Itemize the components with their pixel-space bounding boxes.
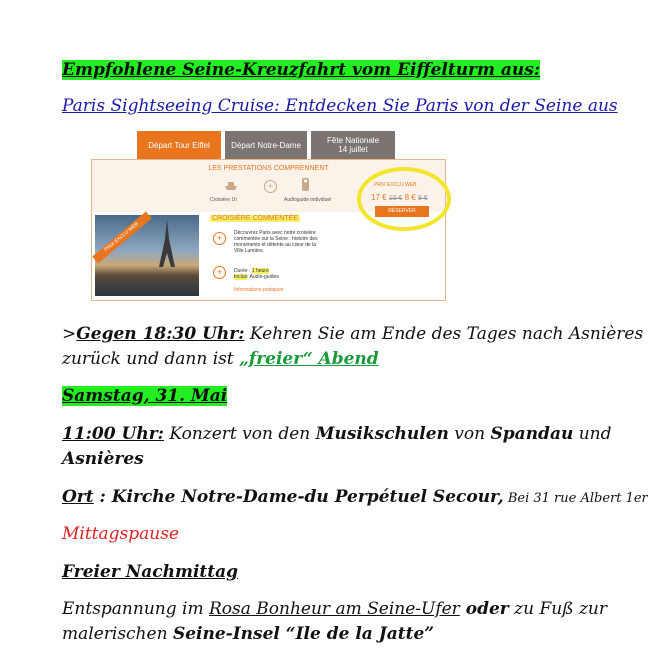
reserve-button[interactable]: RÉSERVER [375, 206, 429, 217]
icon-label-croisiere: Croisière 1h [210, 197, 237, 203]
evening-time: Gegen 18:30 Uhr: [76, 324, 245, 344]
prices [371, 193, 428, 202]
eiffel-photo [95, 215, 199, 296]
location-church: : Kirche Notre-Dame-du Perpétuel Secour, [93, 487, 504, 507]
afternoon-line2a: malerischen [62, 624, 173, 644]
icon-label-audioguide: Audioguide individuel [284, 197, 332, 203]
location-label: Ort [62, 487, 94, 507]
arrow-prefix: > [62, 324, 77, 344]
afternoon-text1: Entspannung im [62, 599, 209, 619]
concert-text2: von [448, 424, 491, 444]
plus-icon-desc: + [213, 232, 226, 245]
croisiere-title: CROISIÈRE COMMENTÉE [212, 215, 298, 222]
price-old: 19 € [388, 195, 403, 202]
free-afternoon-heading: Freier Nachmittag [62, 562, 239, 582]
price-child: 8 € [404, 193, 416, 202]
tab-depart-notre-dame[interactable]: Départ Notre-Dame [225, 131, 307, 159]
tab-fete-nationale-label: Fête Nationale 14 juillet [326, 136, 380, 154]
heading-text: Empfohlene Seine-Kreuzfahrt vom Eiffelturm aus: [62, 60, 541, 80]
plus-icon-duration: + [213, 266, 226, 279]
evening-paragraph [62, 323, 643, 345]
eiffel-tower-icon [157, 219, 177, 269]
evening-text-line2: zurück und dann ist [62, 349, 240, 369]
concert-spandau: Spandau [490, 424, 574, 444]
info-link[interactable]: Informations pratiques [234, 287, 284, 293]
date-text: Samstag, 31. Mai [62, 386, 228, 406]
cruise-widget [91, 131, 446, 301]
concert-text3: und [573, 424, 612, 444]
panel-title: LES PRESTATIONS COMPRENNENT [208, 165, 329, 172]
photo-ribbon: PRIX EXCLU WEB [92, 212, 151, 264]
free-evening-link[interactable]: „freier“ Abend [239, 349, 379, 369]
concert-paragraph [62, 423, 612, 445]
plus-icon: + [264, 180, 277, 193]
location-paragraph [62, 486, 648, 510]
tab-fete-nationale[interactable] [311, 131, 395, 159]
cruise-description: Découvrez Paris avec notre croisière commentée sur la Seine : histoire des monuments et détente au cœur de la Ville Lumière. [234, 230, 318, 254]
page-heading [62, 59, 540, 81]
concert-text1: Konzert von den [163, 424, 316, 444]
included-value: : Audio-guides [247, 274, 279, 280]
island-name: Seine-Insel “Ile de la Jatte” [172, 624, 435, 644]
prestations-icons [202, 177, 342, 207]
afternoon-text2: zu Fuß zur [508, 599, 607, 619]
concert-asnieres: Asnières [62, 449, 144, 469]
duration-value: 1 heure [251, 268, 269, 274]
tab-depart-tour-eiffel[interactable]: Départ Tour Eiffel [137, 131, 221, 159]
concert-time: 11:00 Uhr: [62, 424, 164, 444]
concert-paragraph-line2 [62, 448, 144, 470]
lunch-break: Mittagspause [62, 524, 179, 544]
duration-info [234, 268, 279, 280]
evening-text: Kehren Sie am Ende des Tages nach Asnières [244, 324, 644, 344]
concert-music-schools: Musikschulen [315, 424, 449, 444]
boat-icon [224, 179, 238, 191]
widget-panel [91, 159, 446, 301]
price-main: 17 € [371, 193, 387, 202]
afternoon-oder: oder [459, 599, 509, 619]
price-label: PRIX EXCLU WEB [374, 182, 417, 188]
duration-label: Durée : [234, 268, 251, 274]
afternoon-paragraph [62, 598, 607, 620]
afternoon-paragraph-line2 [62, 623, 434, 645]
price-child-old: 9 € [418, 195, 428, 202]
date-heading [62, 385, 227, 407]
included-label: Inclus [234, 274, 248, 280]
location-address: Bei 31 rue Albert 1er [503, 491, 648, 506]
audioguide-icon [300, 177, 312, 192]
evening-paragraph-line2 [62, 348, 379, 370]
rosa-bonheur: Rosa Bonheur am Seine-Ufer [208, 599, 460, 619]
cruise-link[interactable]: Paris Sightseeing Cruise: Entdecken Sie Paris von der Seine aus [62, 96, 618, 116]
